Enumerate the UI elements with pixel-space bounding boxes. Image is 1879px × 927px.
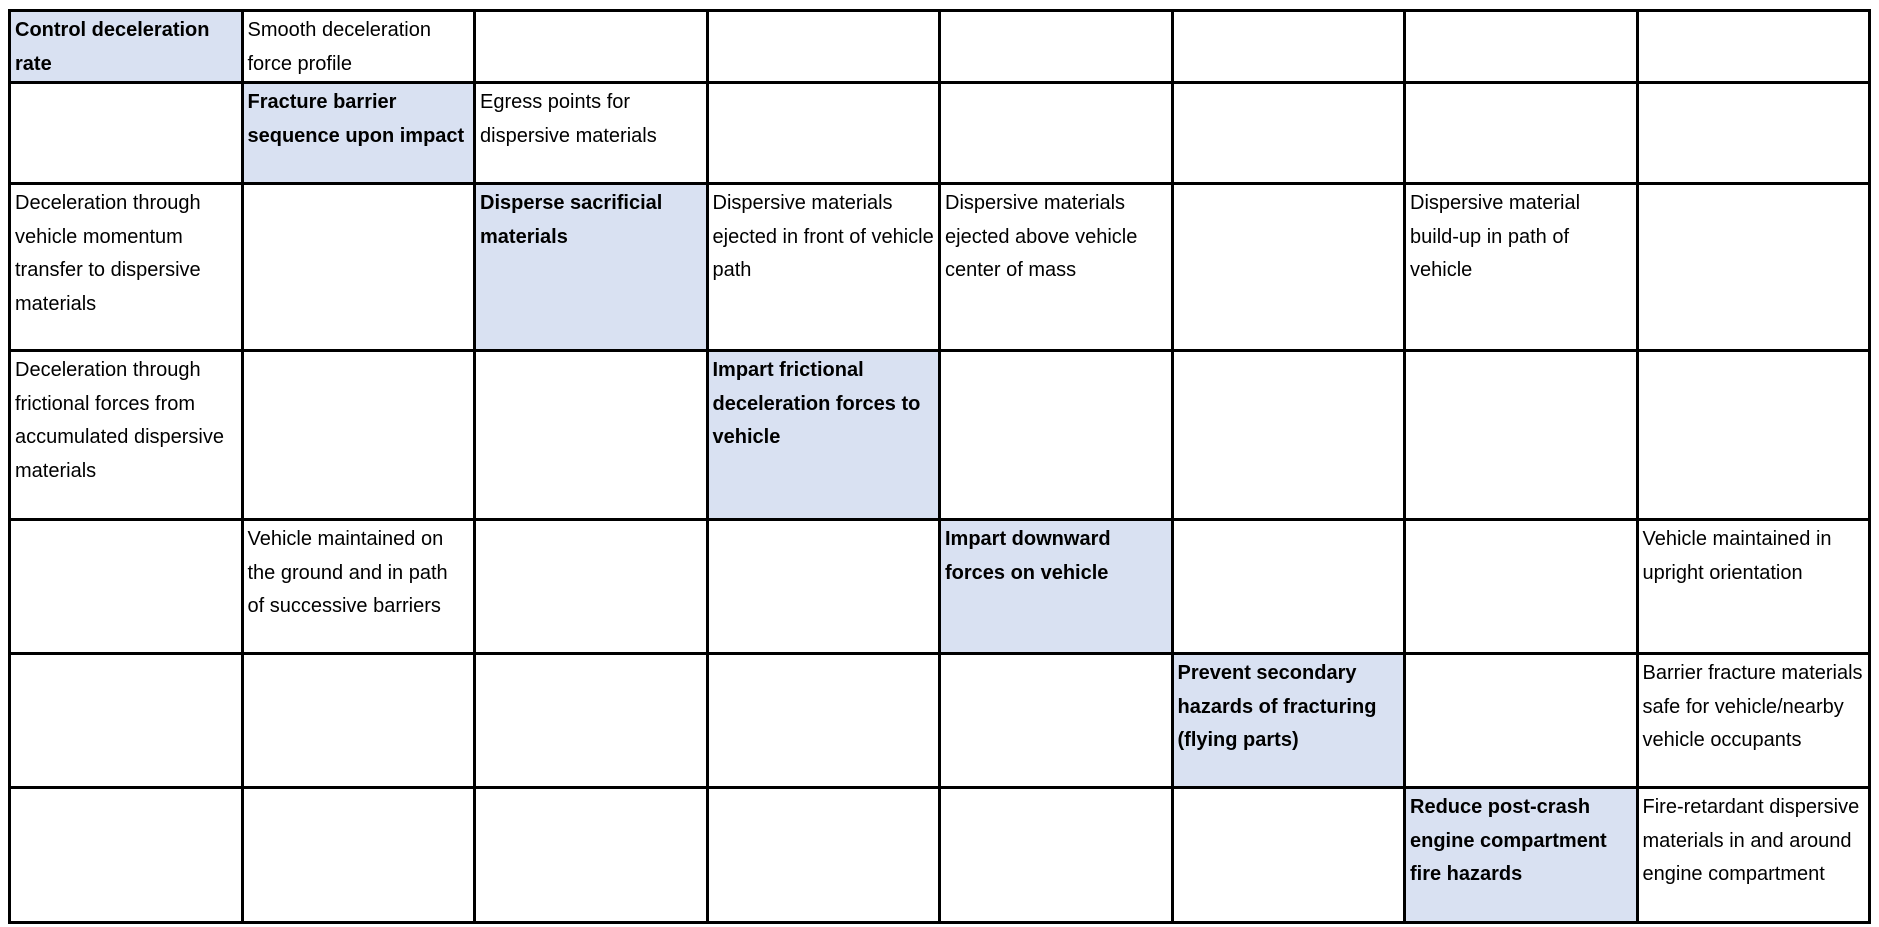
table-row	[10, 654, 1870, 788]
interaction-cell: Vehicle maintained on the ground and in path of successive barriers	[242, 520, 475, 654]
empty-cell	[1172, 351, 1405, 520]
interaction-cell: Smooth deceleration force profile	[242, 11, 475, 83]
empty-cell	[475, 654, 708, 788]
empty-cell	[1405, 520, 1638, 654]
empty-cell	[1172, 83, 1405, 184]
empty-cell	[242, 184, 475, 351]
empty-cell	[707, 788, 940, 923]
empty-cell	[1405, 11, 1638, 83]
interaction-cell: Barrier fracture materials safe for vehicle/nearby vehicle occupants	[1637, 654, 1870, 788]
empty-cell	[1637, 83, 1870, 184]
empty-cell	[10, 654, 243, 788]
empty-cell	[940, 788, 1173, 923]
function-cell-control-deceleration-rate: Control deceleration rate	[10, 11, 243, 83]
empty-cell	[475, 351, 708, 520]
empty-cell	[940, 654, 1173, 788]
table-row	[10, 351, 1870, 520]
interaction-cell: Vehicle maintained in upright orientation	[1637, 520, 1870, 654]
table-row	[10, 184, 1870, 351]
empty-cell	[1405, 83, 1638, 184]
table-row	[10, 520, 1870, 654]
interaction-cell: Deceleration through vehicle momentum transfer to dispersive materials	[10, 184, 243, 351]
table-row	[10, 788, 1870, 923]
empty-cell	[242, 788, 475, 923]
empty-cell	[475, 788, 708, 923]
table-row	[10, 83, 1870, 184]
empty-cell	[707, 11, 940, 83]
function-cell-prevent-secondary-hazards: Prevent secondary hazards of fracturing (flying parts)	[1172, 654, 1405, 788]
empty-cell	[10, 788, 243, 923]
interaction-cell: Dispersive material build-up in path of vehicle	[1405, 184, 1638, 351]
empty-cell	[940, 11, 1173, 83]
empty-cell	[1172, 788, 1405, 923]
empty-cell	[475, 11, 708, 83]
empty-cell	[1172, 11, 1405, 83]
design-structure-matrix	[8, 9, 1871, 924]
empty-cell	[1637, 351, 1870, 520]
interaction-cell: Deceleration through frictional forces from accumulated dispersive materials	[10, 351, 243, 520]
function-cell-fracture-barrier-sequence: Fracture barrier sequence upon impact	[242, 83, 475, 184]
empty-cell	[475, 520, 708, 654]
empty-cell	[940, 351, 1173, 520]
empty-cell	[707, 654, 940, 788]
empty-cell	[1637, 184, 1870, 351]
empty-cell	[940, 83, 1173, 184]
empty-cell	[1405, 351, 1638, 520]
empty-cell	[10, 83, 243, 184]
empty-cell	[242, 654, 475, 788]
function-cell-disperse-sacrificial-materials: Disperse sacrificial materials	[475, 184, 708, 351]
function-interaction-table	[8, 9, 1871, 924]
function-cell-impart-frictional-deceleration: Impart frictional deceleration forces to vehicle	[707, 351, 940, 520]
function-cell-reduce-fire-hazards: Reduce post-crash engine compartment fire hazards	[1405, 788, 1638, 923]
empty-cell	[242, 351, 475, 520]
interaction-cell: Egress points for dispersive materials	[475, 83, 708, 184]
interaction-cell: Dispersive materials ejected in front of vehicle path	[707, 184, 940, 351]
empty-cell	[1172, 184, 1405, 351]
empty-cell	[1405, 654, 1638, 788]
interaction-cell: Dispersive materials ejected above vehicle center of mass	[940, 184, 1173, 351]
empty-cell	[1637, 11, 1870, 83]
table-row	[10, 11, 1870, 83]
function-cell-impart-downward-forces: Impart downward forces on vehicle	[940, 520, 1173, 654]
empty-cell	[707, 83, 940, 184]
interaction-cell: Fire-retardant dispersive materials in and around engine compartment	[1637, 788, 1870, 923]
empty-cell	[10, 520, 243, 654]
empty-cell	[707, 520, 940, 654]
empty-cell	[1172, 520, 1405, 654]
